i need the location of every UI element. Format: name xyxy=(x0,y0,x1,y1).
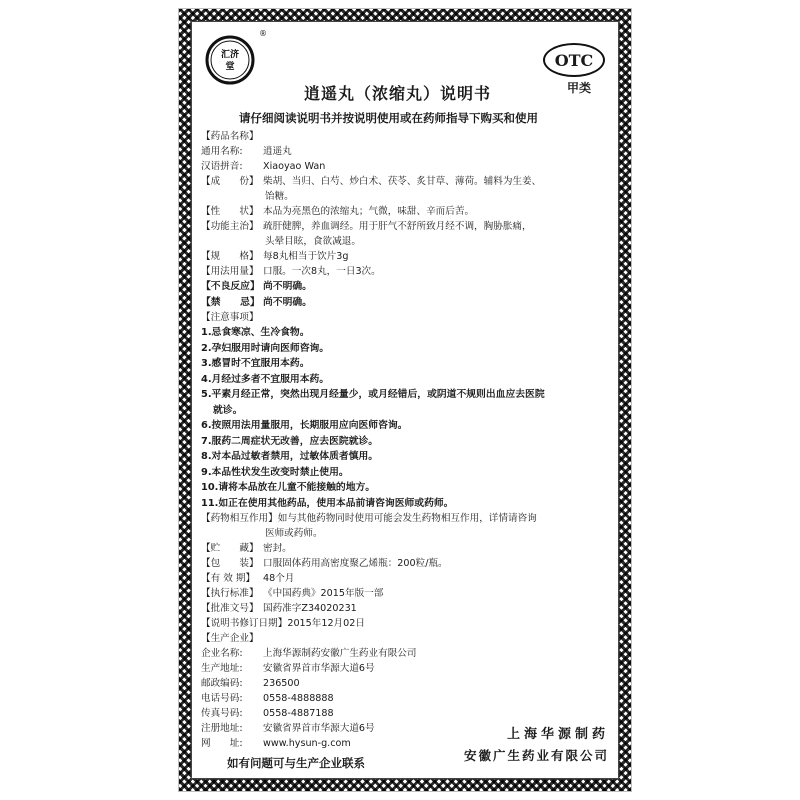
row-value: 9.本品性状发生改变时禁止使用。 xyxy=(201,466,349,478)
row-value: 3.感冒时不宜服用本药。 xyxy=(201,358,310,369)
instruction-row xyxy=(201,556,611,571)
brand-logo-icon xyxy=(205,35,255,85)
row-value: 尚不明确。 xyxy=(263,281,312,292)
instruction-row xyxy=(201,279,611,295)
row-value: 《中国药典》2015年版一部 xyxy=(263,588,384,599)
manufacturer-signature xyxy=(464,723,609,764)
svg-text:堂: 堂 xyxy=(225,62,235,72)
instruction-row xyxy=(201,496,611,512)
otc-badge: OTC xyxy=(543,43,605,77)
instruction-sheet xyxy=(178,8,632,792)
instruction-row xyxy=(201,480,611,496)
instruction-row xyxy=(201,159,611,174)
row-label: 【成 份】 xyxy=(201,176,259,187)
instruction-row xyxy=(201,129,611,144)
row-value: 4.月经过多者不宜服用本药。 xyxy=(201,373,330,385)
company-line-1: 上海华源制药 xyxy=(506,727,609,742)
row-label: 【药物相互作用】 xyxy=(201,513,278,524)
otc-class-label: 甲类 xyxy=(566,81,591,95)
instruction-row xyxy=(201,174,611,204)
row-value: 5.平素月经正常，突然出现月经量少，或月经错后，或阴道不规则出血应去医院 xyxy=(201,389,545,400)
row-value-continued: 医师或药师。 xyxy=(265,528,323,539)
row-label: 【贮 藏】 xyxy=(201,543,259,554)
row-value: 236500 xyxy=(263,678,300,689)
instruction-row xyxy=(201,511,611,541)
row-label: 汉语拼音: xyxy=(201,161,243,172)
row-label: 邮政编码: xyxy=(201,678,243,689)
row-label: 【批准文号】 xyxy=(201,603,259,614)
row-label: 生产地址: xyxy=(201,663,243,674)
row-value: 尚不明确。 xyxy=(263,296,312,308)
instruction-row xyxy=(201,691,611,706)
row-value: 8.对本品过敏者禁用，过敏体质者慎用。 xyxy=(201,451,379,462)
row-value: 口服。一次8丸，一日3次。 xyxy=(263,266,381,277)
row-value-continued: 就诊。 xyxy=(213,404,243,416)
instruction-row xyxy=(201,661,611,676)
instruction-row xyxy=(201,264,611,279)
instruction-row xyxy=(201,204,611,219)
instruction-row xyxy=(201,341,611,357)
row-label: 【功能主治】 xyxy=(201,221,259,232)
instruction-row xyxy=(201,310,611,325)
instruction-row xyxy=(201,295,611,311)
row-label: 【说明书修订日期】 xyxy=(201,618,288,629)
row-value: 本品为亮黑色的浓缩丸；气微，味甜、辛而后苦。 xyxy=(263,206,475,217)
row-value: 48个月 xyxy=(263,573,295,584)
instruction-row xyxy=(201,676,611,691)
row-value: Xiaoyao Wan xyxy=(263,161,326,172)
instruction-row xyxy=(201,601,611,616)
row-label: 【包 装】 xyxy=(201,558,259,569)
instruction-row xyxy=(201,434,611,450)
row-label: 电话号码: xyxy=(201,693,243,704)
row-value: 柴胡、当归、白芍、炒白术、茯苓、炙甘草、薄荷。辅料为生姜、 xyxy=(263,176,542,187)
instruction-rows xyxy=(201,129,611,751)
row-value: 0558-4887188 xyxy=(263,708,334,719)
row-label: 【注意事项】 xyxy=(201,312,259,323)
row-value: 疏肝健脾，养血调经。用于肝气不舒所致月经不调，胸胁胀痛， xyxy=(263,221,532,232)
instruction-row xyxy=(201,571,611,586)
row-value-continued: 头晕目眩，食欲减退。 xyxy=(265,236,361,247)
instruction-row xyxy=(201,646,611,661)
row-label: 注册地址: xyxy=(201,723,243,734)
row-label: 通用名称: xyxy=(201,146,243,157)
row-value: 口服固体药用高密度聚乙烯瓶：200粒/瓶。 xyxy=(263,558,448,569)
row-label: 【有 效 期】 xyxy=(201,573,256,584)
row-label: 网 址: xyxy=(201,738,243,749)
row-value: 国药准字Z34020231 xyxy=(263,603,357,614)
row-label: 【药品名称】 xyxy=(201,131,259,142)
instruction-row xyxy=(201,144,611,159)
instruction-row xyxy=(201,249,611,264)
registered-mark: ® xyxy=(259,29,267,38)
row-value: 安徽省界首市华源大道6号 xyxy=(263,663,375,674)
row-label: 【性 状】 xyxy=(201,206,259,217)
instruction-row xyxy=(201,325,611,341)
row-label: 【生产企业】 xyxy=(201,633,259,644)
instruction-row xyxy=(201,219,611,249)
row-value: 安徽省界首市华源大道6号 xyxy=(263,723,375,734)
row-label: 传真号码: xyxy=(201,708,243,719)
row-value: 每8丸相当于饮片3g xyxy=(263,251,349,262)
row-label: 【用法用量】 xyxy=(201,266,259,277)
row-value: 6.按照用法用量服用，长期服用应向医师咨询。 xyxy=(201,420,408,431)
company-line-2: 安徽广生药业有限公司 xyxy=(463,748,609,763)
row-value: 1.忌食寒凉、生冷食物。 xyxy=(201,327,310,338)
svg-text:汇济: 汇济 xyxy=(220,50,240,60)
instruction-row xyxy=(201,706,611,721)
row-value: 密封。 xyxy=(263,543,292,554)
row-label: 企业名称: xyxy=(201,648,243,659)
row-value-continued: 饴糖。 xyxy=(265,191,294,202)
contact-note: 如有问题可与生产企业联系 xyxy=(227,756,365,770)
row-label: 【禁 忌】 xyxy=(201,296,260,308)
instruction-row xyxy=(201,465,611,481)
instruction-row xyxy=(201,541,611,556)
row-value: 逍遥丸 xyxy=(263,146,292,157)
instruction-row xyxy=(201,356,611,372)
row-value: 2.孕妇服用时请向医师咨询。 xyxy=(201,342,330,354)
row-value: 10.请将本品放在儿童不能接触的地方。 xyxy=(201,482,376,493)
row-value: 7.服药二周症状无改善，应去医院就诊。 xyxy=(201,435,379,447)
instruction-row xyxy=(201,449,611,465)
row-value: 2015年12月02日 xyxy=(287,618,365,629)
row-value: 0558-4888888 xyxy=(263,693,334,704)
row-value: 上海华源制药安徽广生药业有限公司 xyxy=(263,648,417,659)
row-value: www.hysun-g.com xyxy=(263,738,351,749)
row-label: 【不良反应】 xyxy=(201,281,260,292)
row-value: 11.如正在使用其他药品，使用本品前请咨询医师或药师。 xyxy=(201,497,454,509)
instruction-row xyxy=(201,616,611,631)
row-label: 【规 格】 xyxy=(201,251,259,262)
row-value: 如与其他药物同时使用可能会发生药物相互作用，详情请咨询 xyxy=(277,513,537,524)
instruction-row xyxy=(201,586,611,601)
document-title: 逍遥丸（浓缩丸）说明书 xyxy=(304,84,492,103)
instruction-row xyxy=(201,387,611,418)
instruction-row xyxy=(201,372,611,388)
instruction-row xyxy=(201,418,611,434)
instruction-row xyxy=(201,631,611,646)
document-subtitle: 请仔细阅读说明书并按说明使用或在药师指导下购买和使用 xyxy=(239,111,538,125)
row-label: 【执行标准】 xyxy=(201,588,259,599)
